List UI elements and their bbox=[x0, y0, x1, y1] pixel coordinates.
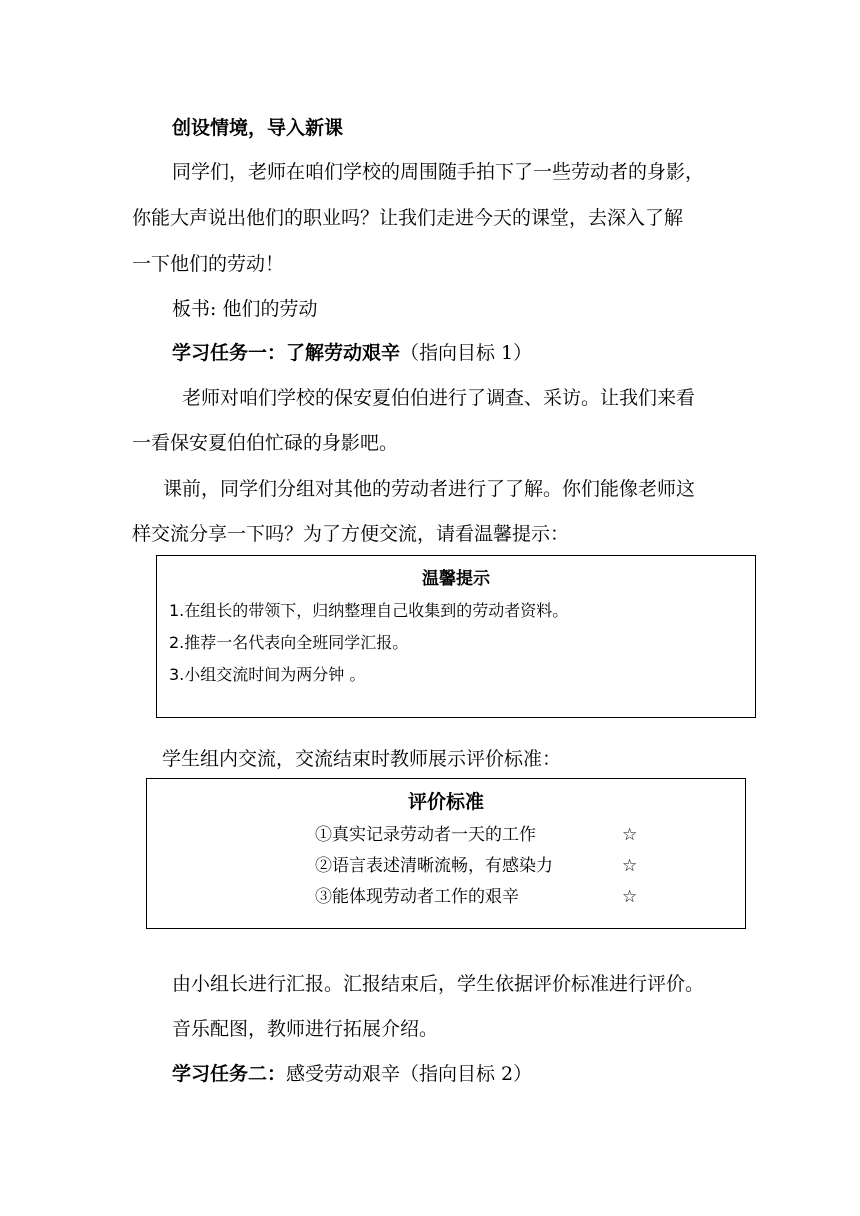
star-icon: ☆ bbox=[622, 856, 638, 876]
intro-paragraph-line: 同学们，老师在咱们学校的周围随手拍下了一些劳动者的身影， bbox=[172, 161, 705, 183]
task2-heading-rest: 感受劳动艰辛（指向目标 2） bbox=[286, 1063, 533, 1085]
task1-paragraph-line: 样交流分享一下吗？为了方便交流，请看温馨提示： bbox=[132, 523, 570, 545]
task1-paragraph-line: 一看保安夏伯伯忙碌的身影吧。 bbox=[132, 432, 399, 454]
star-icon: ☆ bbox=[622, 887, 638, 907]
task2-heading bbox=[172, 1062, 532, 1086]
intro-paragraph-line: 你能大声说出他们的职业吗？让我们走进今天的课堂，去深入了解 bbox=[132, 207, 684, 229]
task2-heading-title: 学习任务二： bbox=[172, 1063, 287, 1085]
criteria-box-title: 评价标准 bbox=[407, 791, 484, 813]
task1-paragraph-line: 老师对咱们学校的保安夏伯伯进行了调查、采访。让我们来看 bbox=[182, 387, 696, 409]
task1-paragraph-line: 课前，同学们分组对其他的劳动者进行了了解。你们能像老师这 bbox=[163, 478, 696, 500]
criteria-item-text: ①真实记录劳动者一天的工作 bbox=[315, 825, 536, 845]
tips-item: 2.推荐一名代表向全班同学汇报。 bbox=[169, 633, 409, 652]
tips-box bbox=[156, 555, 756, 718]
criteria-item-text: ②语言表述清晰流畅，有感染力 bbox=[315, 856, 553, 876]
report-text: 由小组长进行汇报。汇报结束后，学生依据评价标准进行评价。 bbox=[172, 973, 705, 995]
task1-heading-suffix: （指向目标 1） bbox=[400, 342, 533, 364]
criteria-box bbox=[146, 778, 746, 929]
exchange-text: 学生组内交流，交流结束时教师展示评价标准： bbox=[162, 748, 562, 770]
star-icon: ☆ bbox=[622, 825, 638, 845]
music-text: 音乐配图，教师进行拓展介绍。 bbox=[172, 1018, 439, 1040]
criteria-item-text: ③能体现劳动者工作的艰辛 bbox=[315, 887, 519, 907]
tips-item: 1.在组长的带领下，归纳整理自己收集到的劳动者资料。 bbox=[169, 601, 569, 620]
task1-heading-title: 学习任务一：了解劳动艰辛 bbox=[172, 342, 401, 364]
tips-box-title: 温馨提示 bbox=[422, 569, 490, 589]
intro-paragraph-line: 一下他们的劳动！ bbox=[132, 253, 285, 275]
board-writing: 板书: 他们的劳动 bbox=[172, 298, 318, 320]
intro-heading: 创设情境，导入新课 bbox=[172, 117, 344, 139]
task1-heading bbox=[172, 341, 532, 365]
tips-item: 3.小组交流时间为两分钟 。 bbox=[169, 665, 366, 684]
